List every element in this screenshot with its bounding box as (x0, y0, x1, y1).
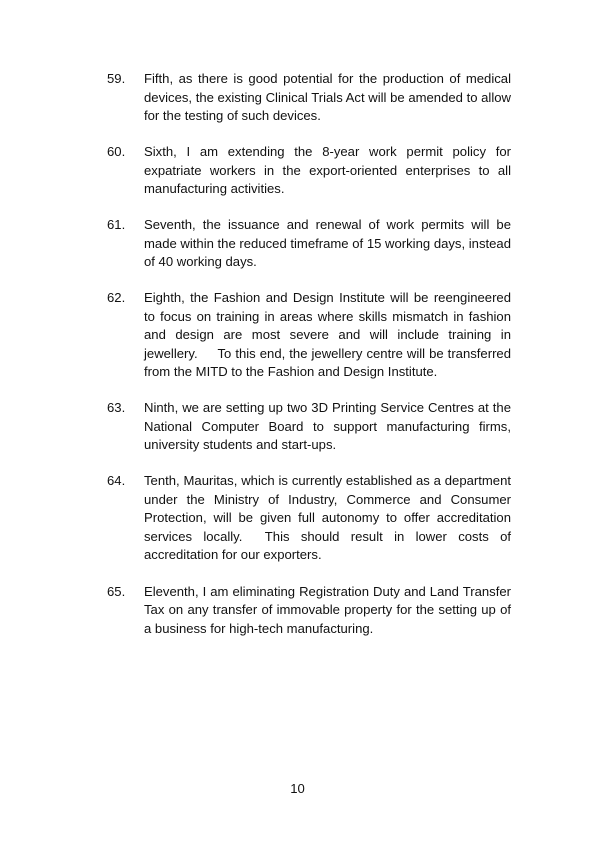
paragraph-64 (107, 472, 515, 565)
paragraph-number: 64. (107, 473, 126, 489)
paragraph-text: Eighth, the Fashion and Design Institute will be reengineered to focus on training in areas where skills mismatch in fashion and design are most severe and will include training in jewellery. To this end, the jewellery centre will be transferred from the MITD to the Fashion and Design Institute. (144, 290, 515, 380)
paragraph-59 (107, 70, 515, 126)
paragraph-text: Ninth, we are setting up two 3D Printing Service Centres at the National Computer Board to support manufacturing firms, university students and start-ups. (144, 400, 515, 453)
paragraph-number: 61. (107, 217, 126, 233)
paragraph-61 (107, 216, 515, 272)
paragraph-text: Fifth, as there is good potential for the production of medical devices, the existing Clinical Trials Act will be amended to allow for the testing of such devices. (144, 71, 515, 123)
paragraph-number: 62. (107, 290, 126, 306)
paragraph-text: Eleventh, I am eliminating Registration Duty and Land Transfer Tax on any transfer of immovable property for the setting up of a business for high-tech manufacturing. (144, 583, 515, 636)
paragraph-60 (107, 143, 515, 199)
paragraph-65 (107, 583, 515, 639)
paragraph-63 (107, 399, 515, 455)
paragraph-number: 59. (107, 71, 126, 86)
paragraph-text: Seventh, the issuance and renewal of work permits will be made within the reduced timeframe of 15 working days, instead of 40 working days. (144, 217, 515, 270)
page-number: 10 (290, 781, 305, 796)
paragraph-62 (107, 289, 515, 382)
paragraph-number: 63. (107, 400, 126, 416)
paragraph-number: 65. (107, 583, 126, 599)
paragraph-number: 60. (107, 144, 126, 160)
paragraph-list (107, 70, 515, 656)
paragraph-text: Sixth, I am extending the 8-year work permit policy for expatriate workers in the export-oriented enterprises to all manufacturing activities. (144, 144, 515, 197)
paragraph-text: Tenth, Mauritas, which is currently established as a department under the Ministry of Industry, Commerce and Consumer Protection, will be given full autonomy to offer accreditation services locally. This should result in lower costs of accreditation for our exporters. (144, 473, 515, 563)
